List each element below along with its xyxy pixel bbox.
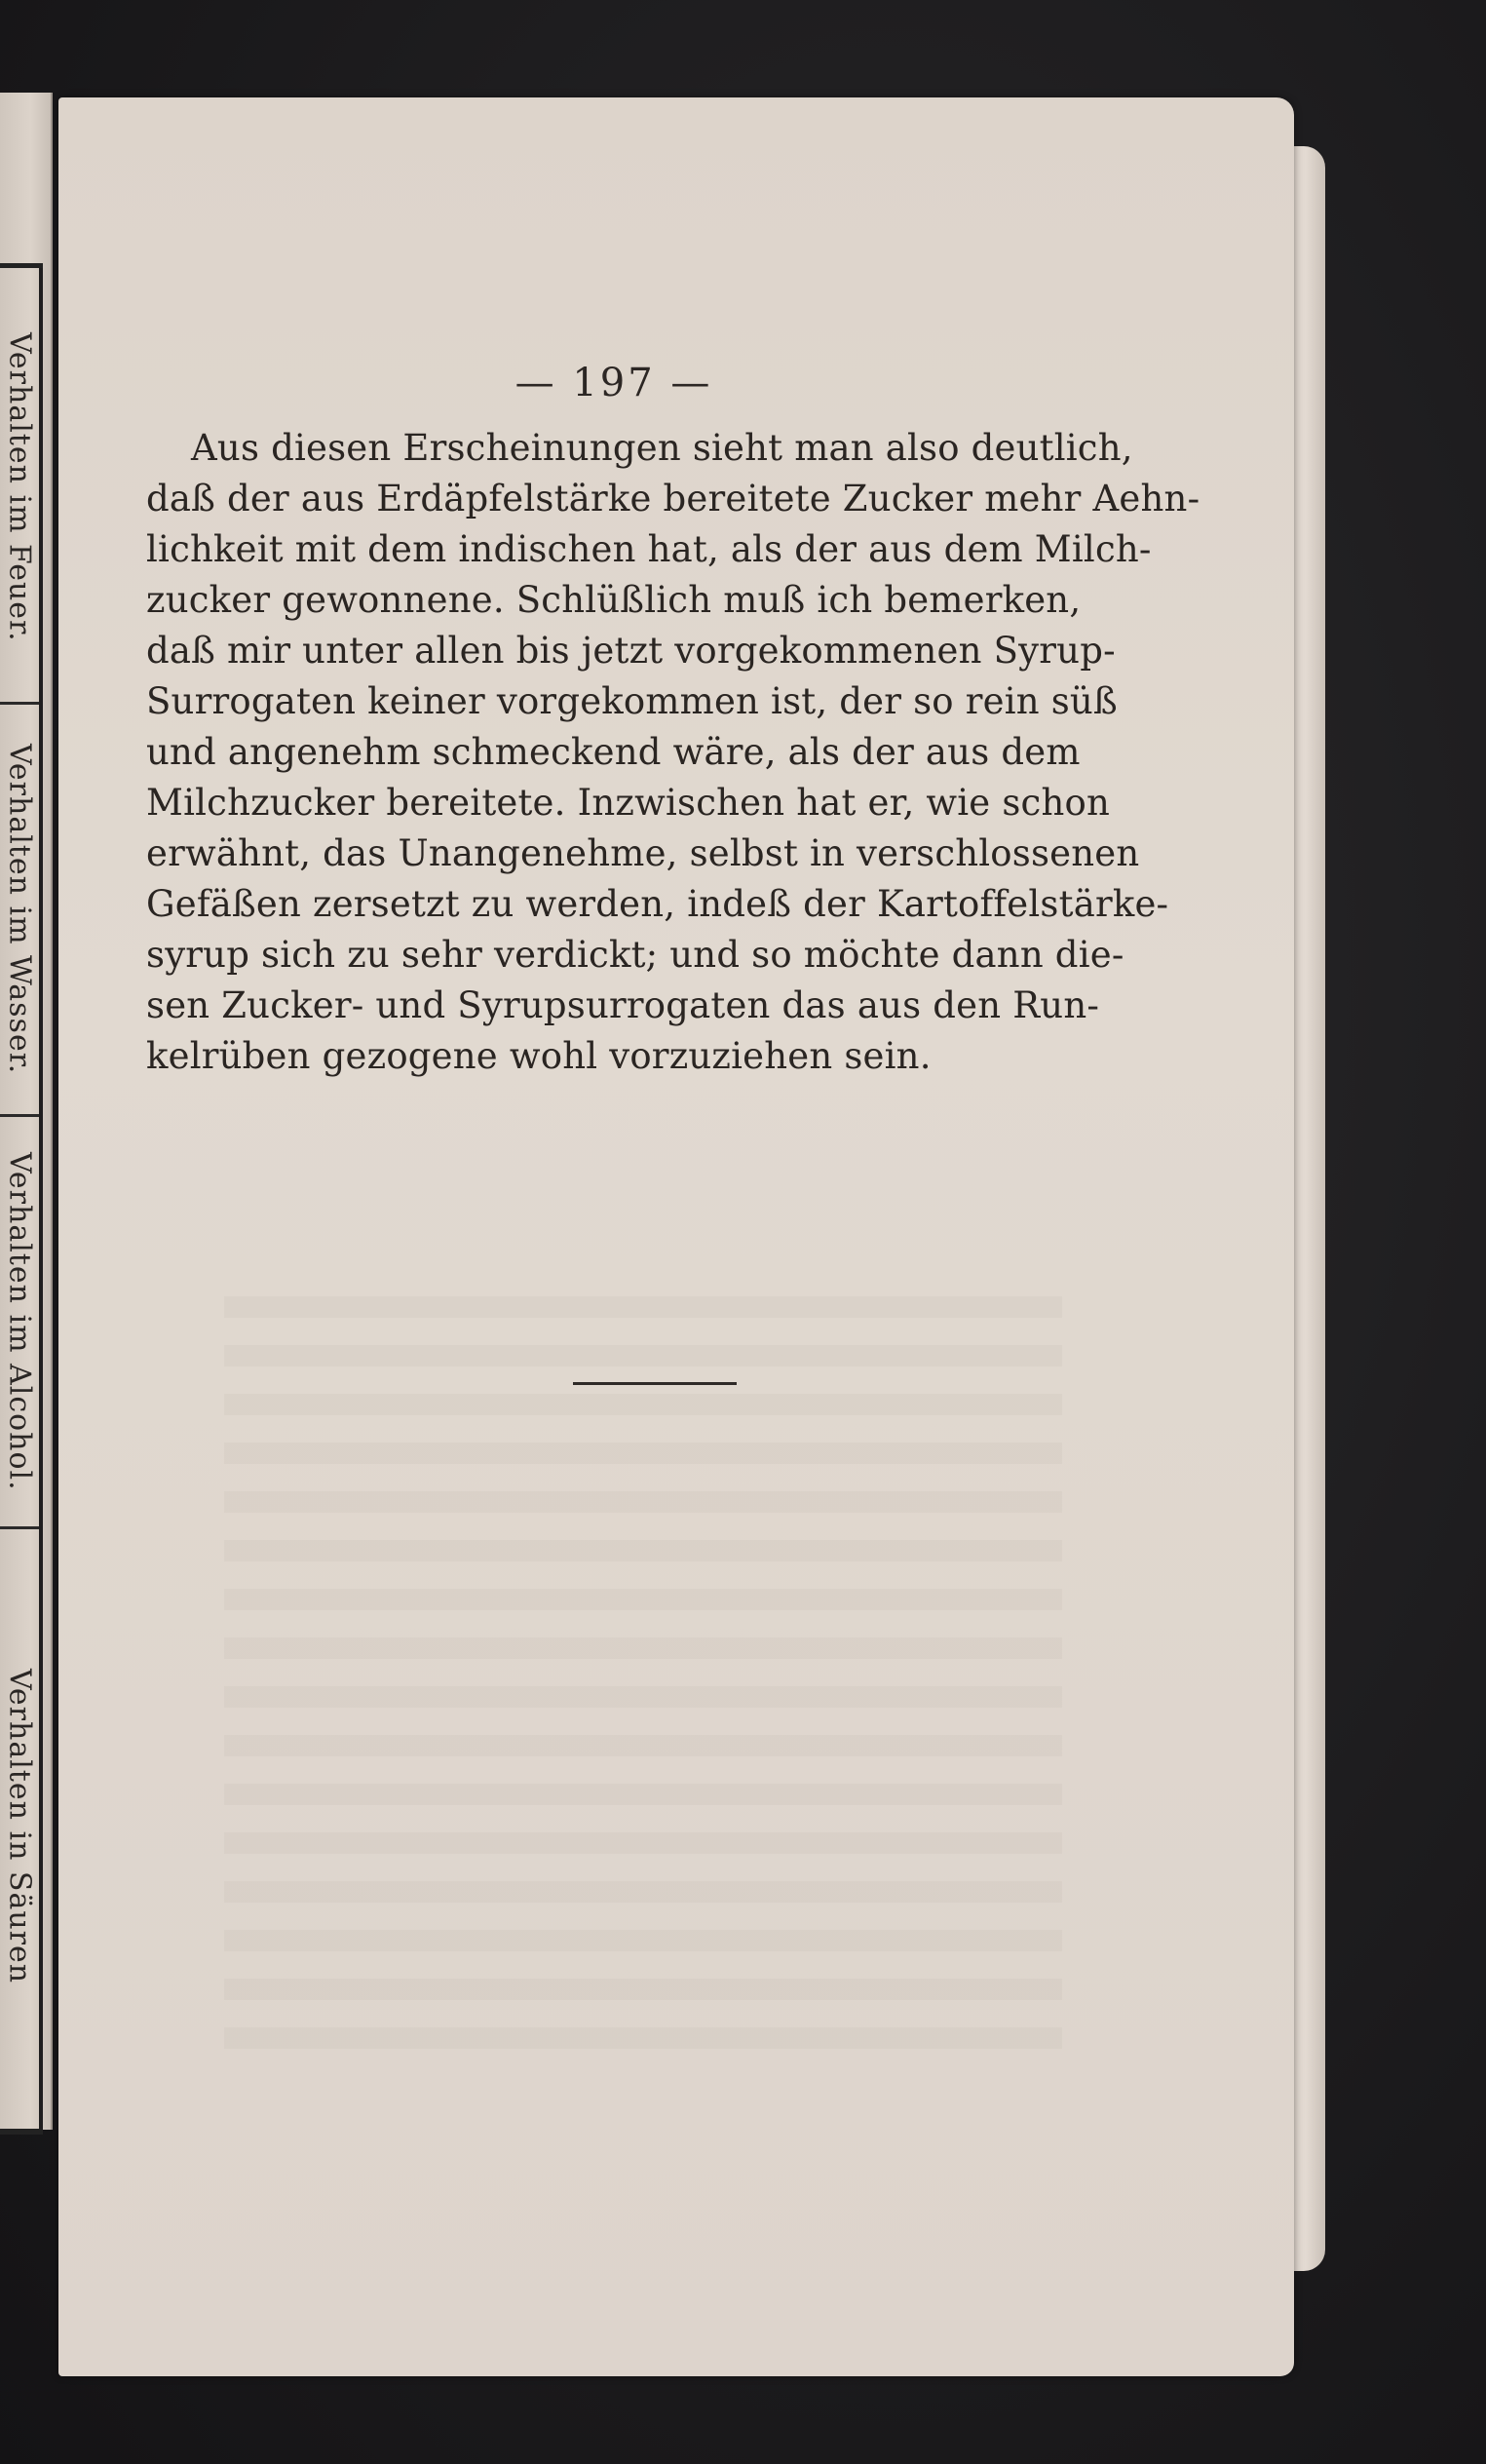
- text-line: zucker gewonnene. Schlüßlich muß ich bemerken,: [146, 579, 1082, 621]
- page-text-block: [146, 361, 1200, 1082]
- text-line: erwähnt, das Unangenehme, selbst in verschlossenen: [146, 832, 1140, 874]
- paragraph: [146, 423, 1200, 1082]
- tab-divider: [0, 263, 43, 268]
- text-line: Surrogaten keiner vorgekommen ist, der so rein süß: [146, 680, 1118, 722]
- text-line: Milchzucker bereitete. Inzwischen hat er, wie schon: [146, 782, 1111, 824]
- text-line: syrup sich zu sehr verdickt; und so möchte dann die-: [146, 934, 1124, 976]
- tab-label: Verhalten im Wasser.: [2, 744, 37, 1075]
- text-line: Gefäßen zersetzt zu werden, indeß der Kartoffelstärke-: [146, 883, 1169, 925]
- text-line: und angenehm schmeckend wäre, als der aus dem: [146, 731, 1081, 773]
- tab-label: Verhalten im Alcohol.: [2, 1152, 37, 1491]
- page-number: — 197 —: [514, 361, 713, 405]
- text-line: kelrüben gezogene wohl vorzuziehen sein.: [146, 1035, 932, 1077]
- tab-water[interactable]: [0, 705, 39, 1117]
- book-page: [58, 97, 1294, 2376]
- thumb-index-tabs: [0, 263, 43, 2135]
- text-line: daß der aus Erdäpfelstärke bereitete Zucker mehr Aehn-: [146, 478, 1200, 520]
- text-line: daß mir unter allen bis jetzt vorgekommenen Syrup-: [146, 630, 1116, 672]
- tab-acids[interactable]: [0, 1529, 39, 2124]
- text-line: lichkeit mit dem indischen hat, als der aus dem Milch-: [146, 528, 1152, 570]
- tab-label: Verhalten im Feuer.: [2, 332, 37, 642]
- tab-fire[interactable]: [0, 273, 39, 705]
- section-rule: [573, 1382, 737, 1385]
- tab-label: Verhalten in Säuren: [2, 1669, 37, 1984]
- show-through-text: [224, 1296, 1062, 2057]
- text-line: sen Zucker- und Syrupsurrogaten das aus den Run-: [146, 984, 1100, 1026]
- tab-alcohol[interactable]: [0, 1117, 39, 1529]
- text-line: Aus diesen Erscheinungen sieht man also deutlich,: [191, 427, 1133, 469]
- tab-divider: [0, 2129, 43, 2135]
